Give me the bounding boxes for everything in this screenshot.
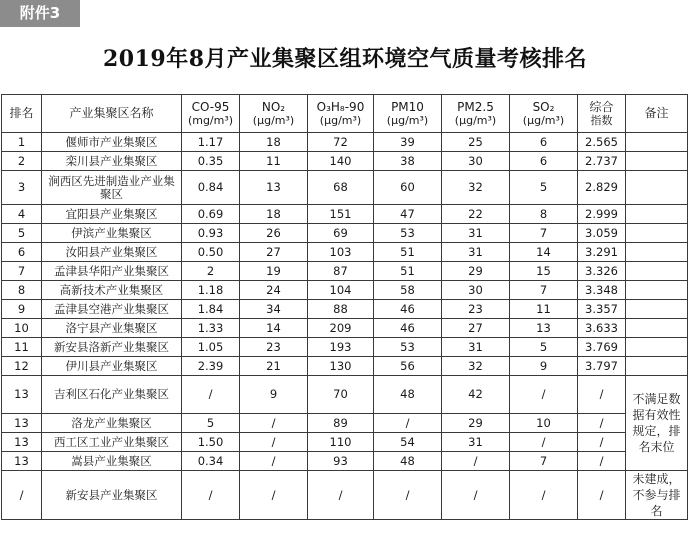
cell-no2: 18 bbox=[240, 205, 308, 224]
table-row bbox=[2, 300, 688, 319]
cell-so2: 14 bbox=[510, 243, 578, 262]
cell-no2: 18 bbox=[240, 133, 308, 152]
cell-o3: 70 bbox=[308, 376, 374, 414]
cell-no2: 27 bbox=[240, 243, 308, 262]
cell-name: 洛宁县产业集聚区 bbox=[42, 319, 182, 338]
header-pm10-unit: (μg/m³) bbox=[386, 113, 429, 127]
header-note: 备注 bbox=[626, 95, 688, 133]
cell-rank: 13 bbox=[2, 376, 42, 414]
table-row bbox=[2, 152, 688, 171]
cell-no2: 19 bbox=[240, 262, 308, 281]
cell-pm10: 53 bbox=[374, 224, 442, 243]
cell-name: 新安县洛新产业集聚区 bbox=[42, 338, 182, 357]
cell-note bbox=[626, 243, 688, 262]
cell-co: / bbox=[182, 471, 240, 520]
table-row bbox=[2, 433, 688, 452]
table-row bbox=[2, 471, 688, 520]
cell-rank: 7 bbox=[2, 262, 42, 281]
cell-o3: 104 bbox=[308, 281, 374, 300]
table-row bbox=[2, 338, 688, 357]
cell-index: / bbox=[578, 471, 626, 520]
cell-no2: 26 bbox=[240, 224, 308, 243]
cell-co: 1.33 bbox=[182, 319, 240, 338]
cell-so2: 6 bbox=[510, 133, 578, 152]
cell-rank: 13 bbox=[2, 452, 42, 471]
cell-pm10: 58 bbox=[374, 281, 442, 300]
cell-so2: / bbox=[510, 376, 578, 414]
table-row bbox=[2, 243, 688, 262]
cell-o3: 88 bbox=[308, 300, 374, 319]
cell-pm25: / bbox=[442, 471, 510, 520]
cell-pm25: 31 bbox=[442, 433, 510, 452]
header-pm25-unit: (μg/m³) bbox=[454, 113, 497, 127]
table-header-row bbox=[2, 95, 688, 133]
cell-name: 伊滨产业集聚区 bbox=[42, 224, 182, 243]
cell-no2: 24 bbox=[240, 281, 308, 300]
cell-co: 2.39 bbox=[182, 357, 240, 376]
cell-so2: 6 bbox=[510, 152, 578, 171]
cell-name: 偃师市产业集聚区 bbox=[42, 133, 182, 152]
cell-pm25: 29 bbox=[442, 262, 510, 281]
cell-pm10: 39 bbox=[374, 133, 442, 152]
cell-pm25: 31 bbox=[442, 243, 510, 262]
cell-index: / bbox=[578, 433, 626, 452]
header-pm25 bbox=[442, 95, 510, 133]
cell-note bbox=[626, 281, 688, 300]
cell-index: 2.737 bbox=[578, 152, 626, 171]
cell-name: 西工区工业产业集聚区 bbox=[42, 433, 182, 452]
cell-rank: 8 bbox=[2, 281, 42, 300]
cell-rank: 6 bbox=[2, 243, 42, 262]
cell-so2: 15 bbox=[510, 262, 578, 281]
cell-name: 宜阳县产业集聚区 bbox=[42, 205, 182, 224]
cell-so2: 10 bbox=[510, 414, 578, 433]
cell-pm10: 54 bbox=[374, 433, 442, 452]
cell-o3: 87 bbox=[308, 262, 374, 281]
cell-name: 汝阳县产业集聚区 bbox=[42, 243, 182, 262]
table-row bbox=[2, 224, 688, 243]
cell-so2: 13 bbox=[510, 319, 578, 338]
header-no2-label: NO₂ bbox=[261, 99, 286, 114]
cell-rank: 3 bbox=[2, 171, 42, 205]
cell-o3: 140 bbox=[308, 152, 374, 171]
cell-index: / bbox=[578, 414, 626, 433]
cell-note bbox=[626, 205, 688, 224]
cell-index: 3.326 bbox=[578, 262, 626, 281]
cell-co: / bbox=[182, 376, 240, 414]
cell-index: 3.291 bbox=[578, 243, 626, 262]
cell-name: 孟津县空港产业集聚区 bbox=[42, 300, 182, 319]
header-pm10 bbox=[374, 95, 442, 133]
cell-o3: 151 bbox=[308, 205, 374, 224]
cell-name: 涧西区先进制造业产业集聚区 bbox=[42, 171, 182, 205]
cell-note bbox=[626, 133, 688, 152]
cell-o3: 89 bbox=[308, 414, 374, 433]
note-not-built: 未建成，不参与排名 bbox=[626, 471, 688, 520]
cell-no2: 14 bbox=[240, 319, 308, 338]
cell-index: 3.357 bbox=[578, 300, 626, 319]
cell-no2: / bbox=[240, 452, 308, 471]
cell-note bbox=[626, 300, 688, 319]
cell-name: 孟津县华阳产业集聚区 bbox=[42, 262, 182, 281]
cell-pm10: 51 bbox=[374, 262, 442, 281]
cell-no2: 9 bbox=[240, 376, 308, 414]
header-so2-unit: (μg/m³) bbox=[522, 113, 565, 127]
cell-name: 洛龙产业集聚区 bbox=[42, 414, 182, 433]
cell-rank: 10 bbox=[2, 319, 42, 338]
cell-pm25: 31 bbox=[442, 338, 510, 357]
cell-pm25: 22 bbox=[442, 205, 510, 224]
header-no2-unit: (μg/m³) bbox=[252, 113, 295, 127]
cell-index: 3.797 bbox=[578, 357, 626, 376]
cell-co: 0.35 bbox=[182, 152, 240, 171]
header-o3-label: O₃H₈-90 bbox=[316, 99, 365, 114]
table-row bbox=[2, 205, 688, 224]
page-title: 2019年8月产业集聚区组环境空气质量考核排名 bbox=[102, 46, 588, 72]
header-co bbox=[182, 95, 240, 133]
cell-index: 2.829 bbox=[578, 171, 626, 205]
cell-pm10: / bbox=[374, 414, 442, 433]
header-pm10-label: PM10 bbox=[391, 99, 424, 114]
cell-o3: 93 bbox=[308, 452, 374, 471]
cell-pm25: 29 bbox=[442, 414, 510, 433]
cell-o3: 110 bbox=[308, 433, 374, 452]
header-name: 产业集聚区名称 bbox=[42, 95, 182, 133]
cell-name: 吉利区石化产业集聚区 bbox=[42, 376, 182, 414]
cell-index: 2.565 bbox=[578, 133, 626, 152]
cell-co: 0.84 bbox=[182, 171, 240, 205]
header-index-unit: 指数 bbox=[590, 113, 613, 127]
cell-pm25: 27 bbox=[442, 319, 510, 338]
cell-note bbox=[626, 319, 688, 338]
cell-co: 1.17 bbox=[182, 133, 240, 152]
cell-so2: 7 bbox=[510, 452, 578, 471]
cell-pm25: 25 bbox=[442, 133, 510, 152]
cell-no2: 21 bbox=[240, 357, 308, 376]
cell-rank: 5 bbox=[2, 224, 42, 243]
cell-rank: 13 bbox=[2, 414, 42, 433]
header-o3-unit: (μg/m³) bbox=[319, 113, 362, 127]
cell-index: 3.059 bbox=[578, 224, 626, 243]
attachment-badge: 附件3 bbox=[0, 0, 80, 27]
cell-co: 0.69 bbox=[182, 205, 240, 224]
cell-o3: 193 bbox=[308, 338, 374, 357]
table-row bbox=[2, 133, 688, 152]
table-row bbox=[2, 171, 688, 205]
cell-index: 3.769 bbox=[578, 338, 626, 357]
cell-no2: / bbox=[240, 414, 308, 433]
cell-so2: 5 bbox=[510, 171, 578, 205]
cell-pm25: 32 bbox=[442, 171, 510, 205]
table-row bbox=[2, 357, 688, 376]
cell-rank: 4 bbox=[2, 205, 42, 224]
cell-name: 高新技术产业集聚区 bbox=[42, 281, 182, 300]
cell-note bbox=[626, 171, 688, 205]
cell-co: 1.84 bbox=[182, 300, 240, 319]
cell-co: 0.50 bbox=[182, 243, 240, 262]
table-row bbox=[2, 452, 688, 471]
cell-name: 栾川县产业集聚区 bbox=[42, 152, 182, 171]
cell-o3: 72 bbox=[308, 133, 374, 152]
cell-co: 5 bbox=[182, 414, 240, 433]
cell-pm25: 31 bbox=[442, 224, 510, 243]
cell-index: / bbox=[578, 452, 626, 471]
cell-name: 伊川县产业集聚区 bbox=[42, 357, 182, 376]
cell-name: 嵩县产业集聚区 bbox=[42, 452, 182, 471]
cell-index: 2.999 bbox=[578, 205, 626, 224]
cell-o3: 130 bbox=[308, 357, 374, 376]
cell-co: 0.34 bbox=[182, 452, 240, 471]
cell-o3: 68 bbox=[308, 171, 374, 205]
cell-pm10: 46 bbox=[374, 300, 442, 319]
cell-o3: 209 bbox=[308, 319, 374, 338]
cell-so2: / bbox=[510, 471, 578, 520]
header-so2 bbox=[510, 95, 578, 133]
cell-note bbox=[626, 152, 688, 171]
cell-pm25: 42 bbox=[442, 376, 510, 414]
cell-so2: 8 bbox=[510, 205, 578, 224]
header-pm25-label: PM2.5 bbox=[457, 99, 494, 114]
table-row bbox=[2, 414, 688, 433]
header-so2-label: SO₂ bbox=[532, 99, 555, 114]
cell-co: 1.18 bbox=[182, 281, 240, 300]
cell-rank: 1 bbox=[2, 133, 42, 152]
cell-index: 3.348 bbox=[578, 281, 626, 300]
cell-pm10: / bbox=[374, 471, 442, 520]
cell-no2: / bbox=[240, 471, 308, 520]
table-row bbox=[2, 376, 688, 414]
cell-so2: 11 bbox=[510, 300, 578, 319]
cell-co: 1.05 bbox=[182, 338, 240, 357]
cell-rank: 11 bbox=[2, 338, 42, 357]
cell-index: 3.633 bbox=[578, 319, 626, 338]
header-co-label: CO-95 bbox=[191, 99, 230, 114]
cell-pm10: 46 bbox=[374, 319, 442, 338]
cell-pm10: 56 bbox=[374, 357, 442, 376]
cell-pm25: 30 bbox=[442, 152, 510, 171]
cell-so2: 9 bbox=[510, 357, 578, 376]
cell-pm25: 23 bbox=[442, 300, 510, 319]
cell-pm25: 30 bbox=[442, 281, 510, 300]
cell-pm25: / bbox=[442, 452, 510, 471]
cell-pm10: 48 bbox=[374, 452, 442, 471]
cell-co: 2 bbox=[182, 262, 240, 281]
cell-rank: 13 bbox=[2, 433, 42, 452]
cell-rank: 9 bbox=[2, 300, 42, 319]
cell-no2: / bbox=[240, 433, 308, 452]
cell-note bbox=[626, 357, 688, 376]
table-row bbox=[2, 281, 688, 300]
header-o3 bbox=[308, 95, 374, 133]
cell-pm10: 51 bbox=[374, 243, 442, 262]
cell-pm10: 60 bbox=[374, 171, 442, 205]
header-no2 bbox=[240, 95, 308, 133]
cell-note bbox=[626, 262, 688, 281]
cell-so2: / bbox=[510, 433, 578, 452]
cell-no2: 11 bbox=[240, 152, 308, 171]
cell-no2: 34 bbox=[240, 300, 308, 319]
cell-o3: 103 bbox=[308, 243, 374, 262]
cell-pm25: 32 bbox=[442, 357, 510, 376]
cell-co: 1.50 bbox=[182, 433, 240, 452]
cell-so2: 7 bbox=[510, 281, 578, 300]
cell-o3: 69 bbox=[308, 224, 374, 243]
cell-index: / bbox=[578, 376, 626, 414]
cell-note bbox=[626, 338, 688, 357]
table-row bbox=[2, 319, 688, 338]
header-rank: 排名 bbox=[2, 95, 42, 133]
cell-no2: 13 bbox=[240, 171, 308, 205]
cell-rank: / bbox=[2, 471, 42, 520]
cell-note bbox=[626, 224, 688, 243]
cell-pm10: 38 bbox=[374, 152, 442, 171]
ranking-table bbox=[1, 94, 688, 520]
cell-rank: 12 bbox=[2, 357, 42, 376]
cell-pm10: 47 bbox=[374, 205, 442, 224]
cell-so2: 7 bbox=[510, 224, 578, 243]
header-co-unit: (mg/m³) bbox=[187, 113, 234, 127]
cell-no2: 23 bbox=[240, 338, 308, 357]
cell-co: 0.93 bbox=[182, 224, 240, 243]
cell-rank: 2 bbox=[2, 152, 42, 171]
note-insufficient-data: 不满足数据有效性规定，排名末位 bbox=[626, 376, 688, 471]
cell-pm10: 48 bbox=[374, 376, 442, 414]
header-index-label: 综合 bbox=[589, 99, 614, 114]
cell-pm10: 53 bbox=[374, 338, 442, 357]
cell-so2: 5 bbox=[510, 338, 578, 357]
cell-o3: / bbox=[308, 471, 374, 520]
header-index bbox=[578, 95, 626, 133]
cell-name: 新安县产业集聚区 bbox=[42, 471, 182, 520]
table-row bbox=[2, 262, 688, 281]
